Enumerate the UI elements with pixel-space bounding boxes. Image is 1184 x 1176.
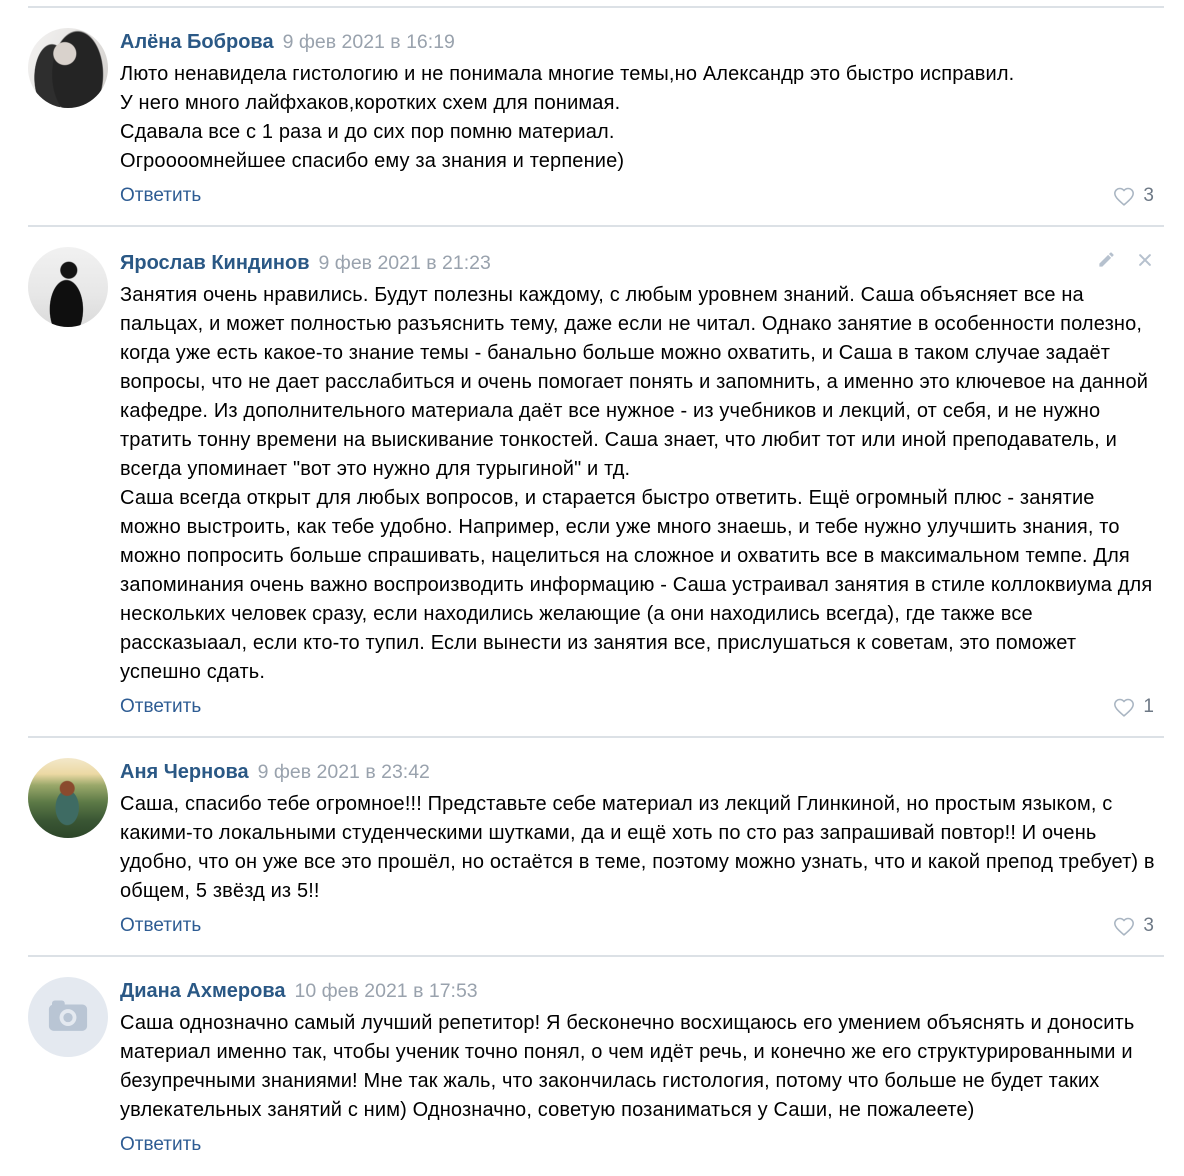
comment-author-link[interactable]: Ярослав Киндинов	[120, 252, 310, 274]
like-count: 3	[1143, 915, 1154, 936]
delete-comment-button[interactable]	[1136, 251, 1154, 269]
avatar[interactable]	[28, 758, 108, 838]
comment-text	[120, 60, 1156, 176]
comment-text-paragraph: Саша однозначно самый лучший репетитор! Я бесконечно восхищаюсь его умением объяснять и доносить материал именно так, чтобы ученик точно понял, о чем идёт речь, и конечно же его структурированными и безупречными знаниями! Мне так жаль, что закончилась гистология, потому что больше не будет таких увлекательных занятий с ним) Однозначно, советую позаниматься у Саши, не пожалеете)	[120, 1012, 1135, 1121]
comment-text-paragraph: Занятия очень нравились. Будут полезны каждому, с любым уровнем знаний. Саша объясняет все на пальцах, и может полностью разъяснить тему, даже если не читал. Однако занятие в особенности полезно, когда уже есть какое-то знание темы - банально больше можно охватить, и Саша в таком случае задаёт вопросы, что не дает расслабиться и очень помогает понять и запомнить, а именно это ключевое на данной кафедре. Из дополнительного материала даёт все нужное - из учебников и лекций, от себя, и не нужно тратить тонну времени на выискивание тонкостей. Саша знает, что любит тот или иной преподаватель, и всегда упоминает "вот это нужно для турыгиной" и тд.	[120, 284, 1149, 480]
avatar[interactable]	[28, 247, 108, 327]
reply-link[interactable]: Ответить	[120, 696, 202, 717]
avatar[interactable]	[28, 28, 108, 108]
edit-comment-button[interactable]	[1097, 250, 1116, 269]
comment-timestamp[interactable]: 9 фев 2021 в 21:23	[318, 252, 491, 274]
comment-body	[120, 758, 1156, 937]
comment-4	[0, 957, 1184, 1174]
like-count: 3	[1143, 185, 1154, 206]
comment-body	[120, 28, 1156, 207]
comment-author-link[interactable]: Алёна Боброва	[120, 31, 274, 53]
heart-icon	[1112, 185, 1136, 207]
heart-icon	[1112, 915, 1136, 937]
comment-body	[120, 247, 1156, 718]
comment-1	[0, 8, 1184, 225]
heart-icon	[1112, 696, 1136, 718]
comment-timestamp[interactable]: 9 фев 2021 в 23:42	[257, 761, 430, 783]
avatar-placeholder[interactable]	[28, 977, 108, 1057]
camera-icon	[46, 995, 90, 1040]
comment-3	[0, 738, 1184, 955]
comment-author-link[interactable]: Аня Чернова	[120, 761, 249, 783]
comment-text	[120, 790, 1156, 906]
like-button[interactable]	[1112, 185, 1156, 207]
comment-text-line: У него много лайфхаков,коротких схем для понимая.	[120, 92, 621, 114]
comment-text-line: Огроооомнейшее спасибо ему за знания и терпение)	[120, 150, 625, 172]
reply-link[interactable]: Ответить	[120, 1134, 202, 1155]
comment-text-paragraph: Саша всегда открыт для любых вопросов, и старается быстро ответить. Ещё огромный плюс - занятие можно выстроить, как тебе удобно. Например, если уже много знаешь, и тебе нужно улучшить знания, то можно попросить больше спрашивать, нацелиться на сложное и охватить все в максимальном темпе. Для запоминания очень важно воспроизводить информацию - Саша устраивал занятия в стиле коллоквиума для нескольких человек сразу, если находились желающие (а они находились всегда), где также все рассказыаал, если кто-то тупил. Если вынести из занятия все, прислушаться к советам, это поможет успешно сдать.	[120, 487, 1153, 683]
comment-text-line: Люто ненавидела гистологию и не понимала многие темы,но Александр это быстро исправил.	[120, 63, 1015, 85]
comment-timestamp[interactable]: 9 фев 2021 в 16:19	[282, 31, 455, 53]
comment-body	[120, 977, 1156, 1156]
reply-link[interactable]: Ответить	[120, 185, 202, 206]
comment-actions	[1097, 250, 1156, 269]
like-button[interactable]	[1112, 915, 1156, 937]
comment-2	[0, 227, 1184, 736]
comment-timestamp[interactable]: 10 фев 2021 в 17:53	[294, 980, 478, 1002]
like-button[interactable]	[1112, 696, 1156, 718]
like-count: 1	[1143, 696, 1154, 717]
reply-link[interactable]: Ответить	[120, 915, 202, 936]
comment-author-link[interactable]: Диана Ахмерова	[120, 980, 286, 1002]
pencil-icon	[1097, 256, 1116, 273]
comment-text	[120, 1009, 1156, 1125]
comment-text	[120, 281, 1156, 687]
comment-text-paragraph: Саша, спасибо тебе огромное!!! Представьте себе материал из лекций Глинкиной, но простым языком, с какими-то локальными студенческими шутками, да и ещё хоть по сто раз запрашивай повтор!! И очень удобно, что он уже все это прошёл, но остаётся в теме, поэтому можно узнать, что и какой препод требует) в общем, 5 звёзд из 5!!	[120, 793, 1155, 902]
comment-text-line: Сдавала все с 1 раза и до сих пор помню материал.	[120, 121, 615, 143]
x-icon	[1136, 256, 1154, 273]
